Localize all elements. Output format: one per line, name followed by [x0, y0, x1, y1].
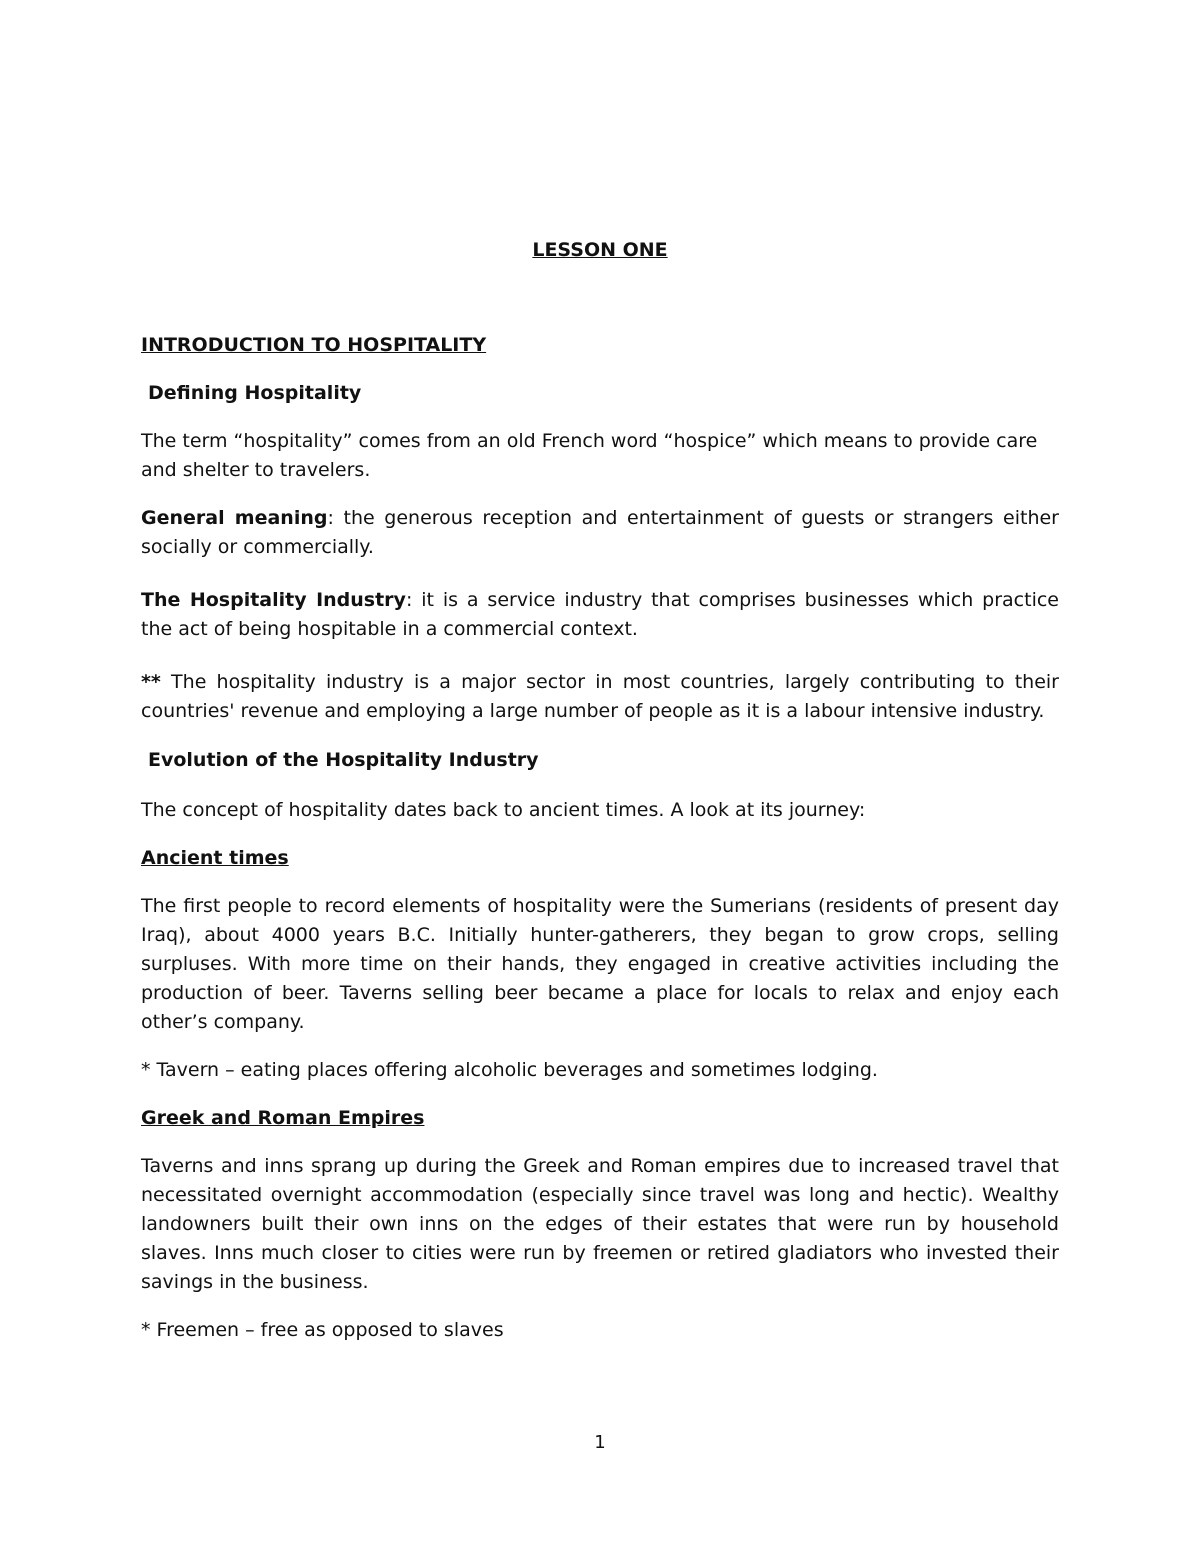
general-meaning-term: General meaning [141, 507, 328, 529]
page-number: 1 [594, 1432, 606, 1453]
greek-roman-paragraph: Taverns and inns sprang up during the Greek and Roman empires due to increased travel that necessitated overnight accommodation (especially since travel was long and hectic). Wealthy landowners built their own inns on the edges of their estates that were run by household slaves. Inns much closer to cities were run by freemen or retired gladiators who invested their savings in the business. [141, 1155, 1059, 1293]
lesson-title: LESSON ONE [532, 239, 668, 261]
document-body [141, 236, 1059, 1364]
freemen-footnote: * Freemen – free as opposed to slaves [141, 1319, 504, 1341]
general-meaning-text: : the generous reception and entertainment of guests or strangers either socially or commercially. [141, 507, 1059, 558]
ancient-times-paragraph: The first people to record elements of hospitality were the Sumerians (residents of present day Iraq), about 4000 years B.C. Initially hunter-gatherers, they began to grow crops, selling surpluses. With more time on their hands, they engaged in creative activities including the production of beer. Taverns selling beer became a place for locals to relax and enjoy each other’s company. [141, 895, 1059, 1033]
defining-hospitality-paragraph: The term “hospitality” comes from an old French word “hospice” which means to provide care and shelter to travelers. [141, 430, 1038, 481]
general-meaning-paragraph [141, 504, 1059, 562]
tavern-footnote: * Tavern – eating places offering alcoholic beverages and sometimes lodging. [141, 1059, 878, 1081]
hospitality-industry-paragraph [141, 586, 1059, 644]
note-marker: ** [141, 671, 161, 693]
industry-note-paragraph [141, 668, 1059, 726]
evolution-intro: The concept of hospitality dates back to ancient times. A look at its journey: [141, 799, 866, 821]
hospitality-industry-text: : it is a service industry that comprises businesses which practice the act of being hospitable in a commercial context. [141, 589, 1059, 640]
defining-hospitality-heading: Defining Hospitality [148, 382, 362, 404]
greek-roman-heading: Greek and Roman Empires [141, 1107, 425, 1129]
note-text: The hospitality industry is a major sector in most countries, largely contributing to their countries' revenue and employing a large number of people as it is a labour intensive industry. [141, 671, 1059, 722]
evolution-heading: Evolution of the Hospitality Industry [148, 749, 539, 771]
hospitality-industry-term: The Hospitality Industry [141, 589, 406, 611]
ancient-times-heading: Ancient times [141, 847, 289, 869]
section-title: INTRODUCTION TO HOSPITALITY [141, 334, 487, 356]
